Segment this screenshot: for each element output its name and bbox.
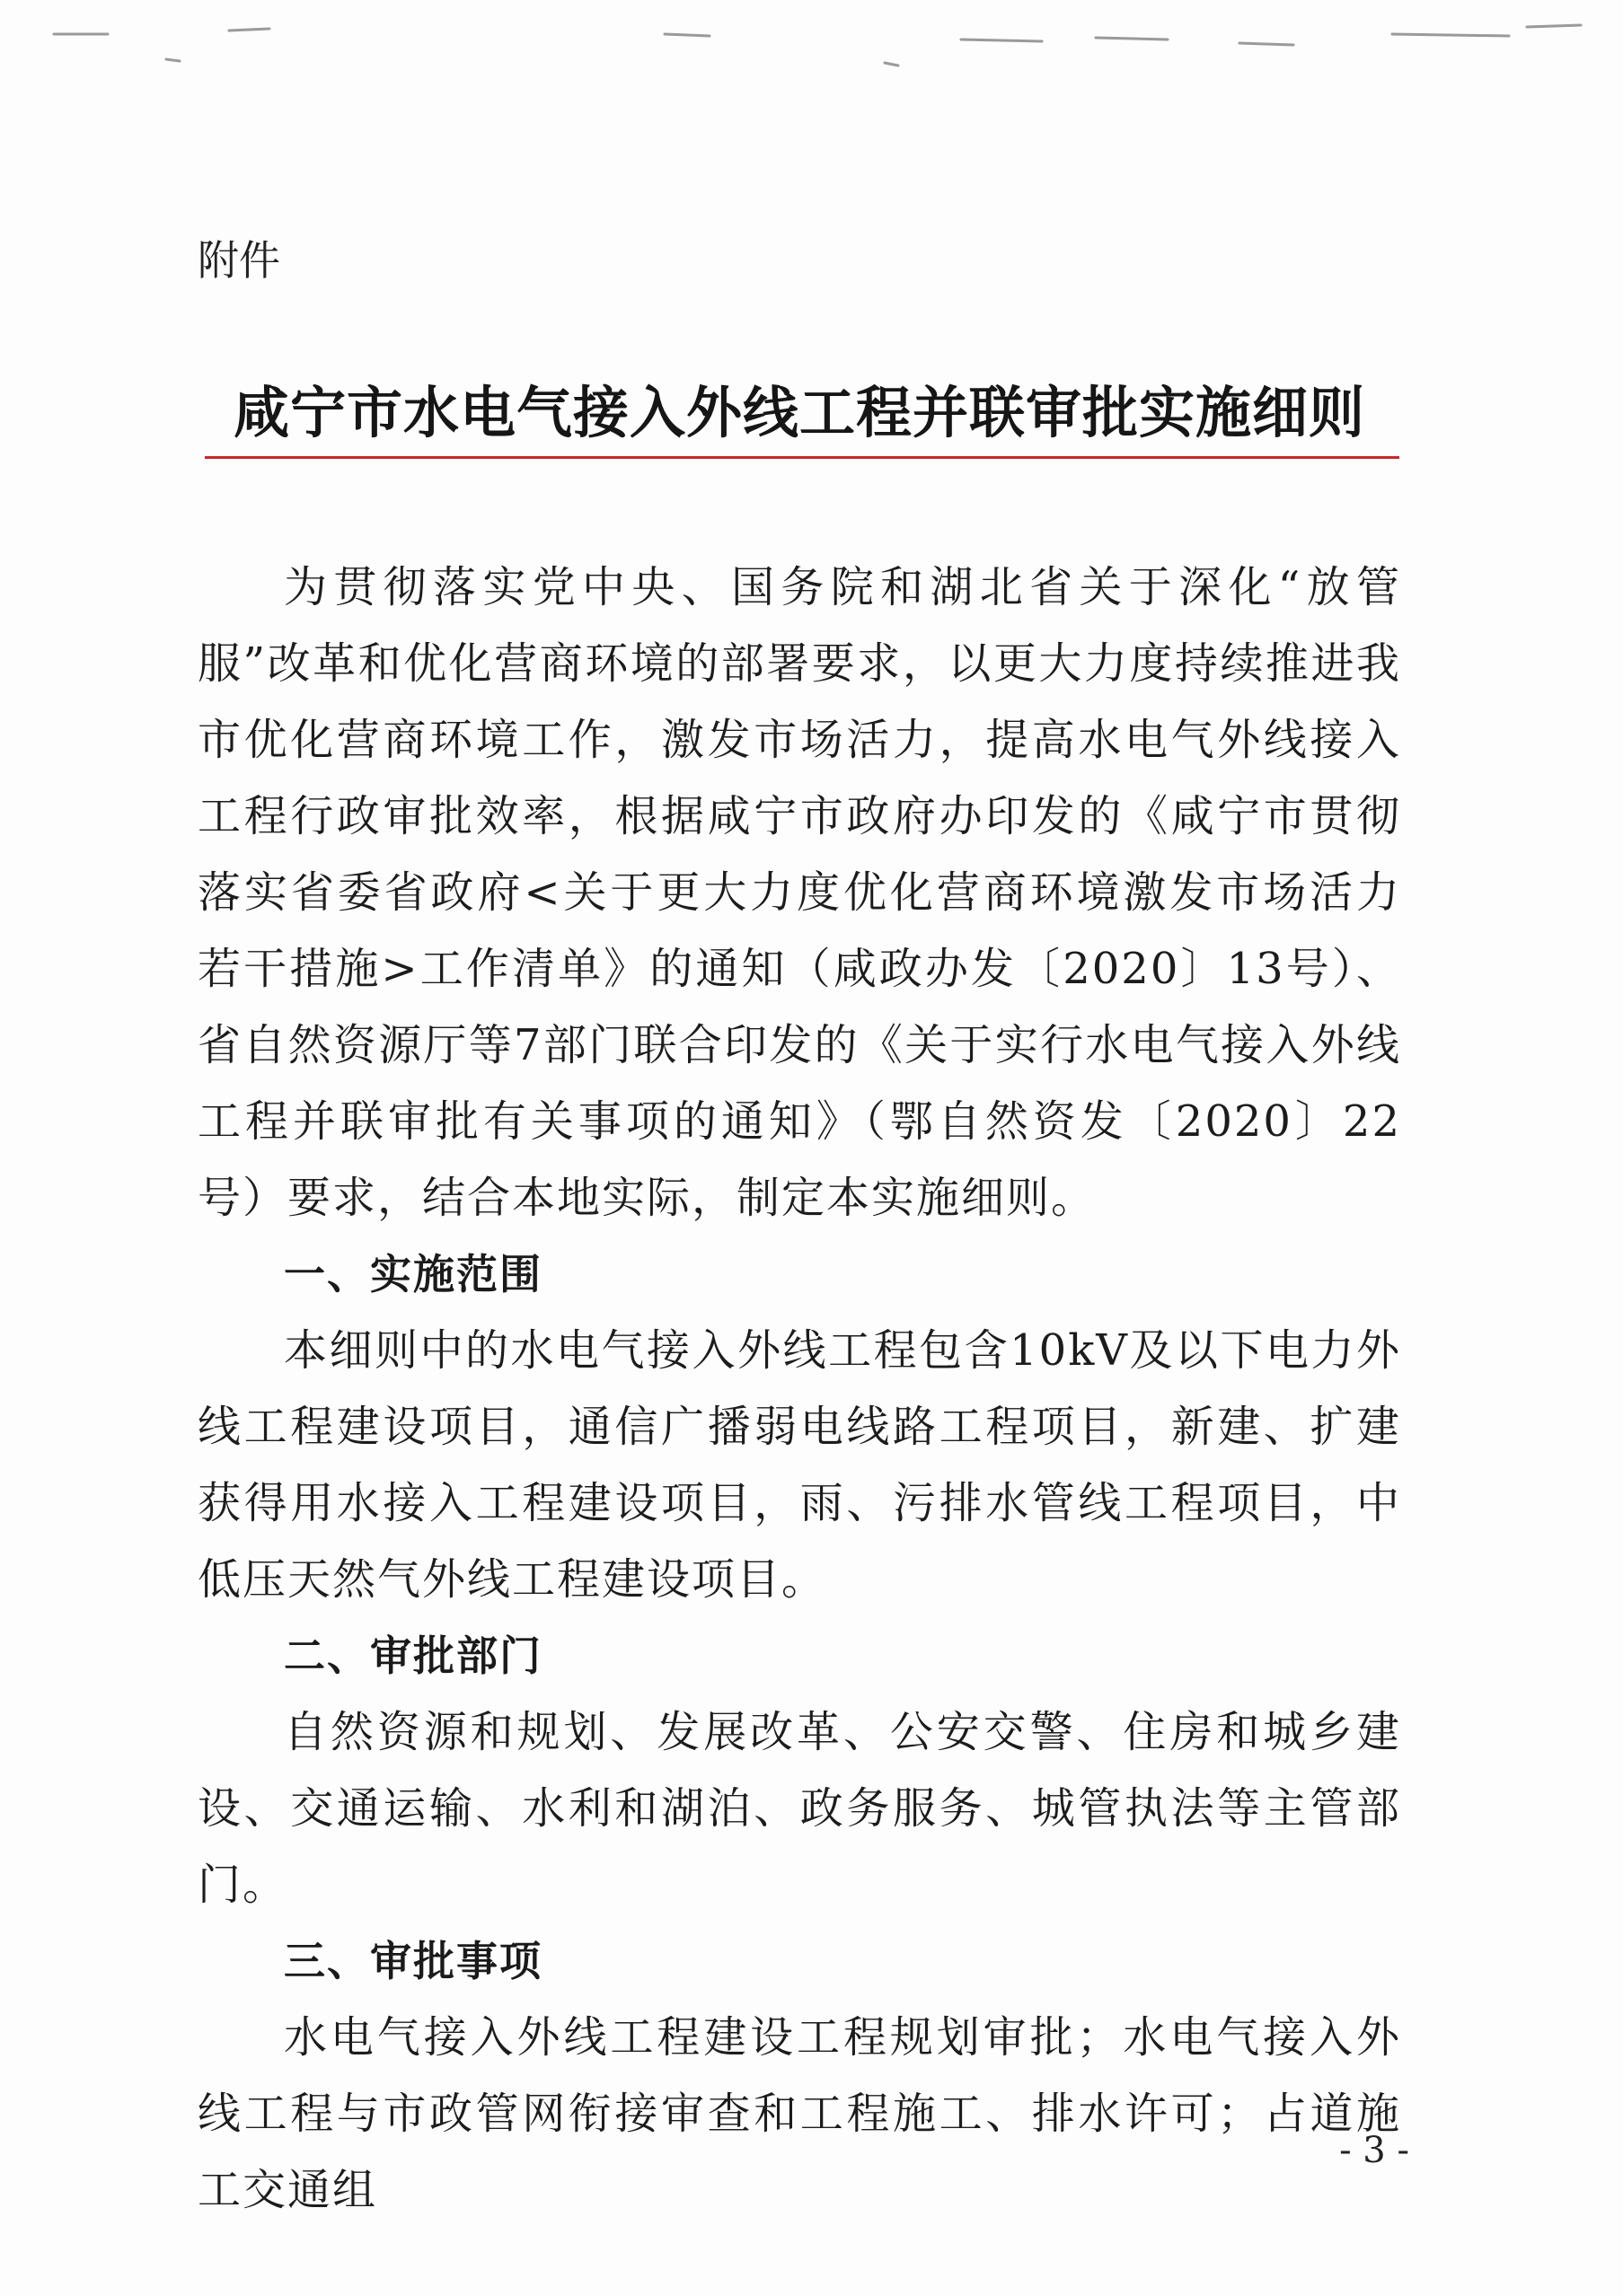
title-red-underline [205, 456, 1399, 459]
document-body [198, 550, 1401, 2229]
scan-noise-marks [0, 0, 1623, 72]
section-heading-scope: 一、实施范围 [284, 1250, 542, 1298]
attachment-label: 附件 [198, 236, 280, 285]
document-title: 咸宁市水电气接入外线工程并联审批实施细则 [233, 380, 1365, 445]
section-heading-items: 三、审批事项 [284, 1937, 542, 1985]
page-number: - 3 - [1339, 2130, 1409, 2171]
section-text-departments: 自然资源和规划、发展改革、公安交警、住房和城乡建设、交通运输、水利和湖泊、政务服务、城管执法等主管部门。 [198, 1707, 1401, 1910]
section-heading-departments: 二、审批部门 [284, 1632, 542, 1680]
intro-paragraph: 为贯彻落实党中央、国务院和湖北省关于深化“放管服”改革和优化营商环境的部署要求，以更大力度持续推进我市优化营商环境工作，激发市场活力，提高水电气外线接入工程行政审批效率，根据咸宁市政府办印发的《咸宁市贯彻落实省委省政府<关于更大力度优化营商环境激发市场活力若干措施>工作清单》的通知（咸政办发〔2020〕13号）、省自然资源厅等7部门联合印发的《关于实行水电气接入外线工程并联审批有关事项的通知》（鄂自然资发〔2020〕22号）要求，结合本地实际，制定本实施细则。 [198, 562, 1401, 1223]
section-text-items: 水电气接入外线工程建设工程规划审批；水电气接入外线工程与市政管网衔接审查和工程施工、排水许可；占道施工交通组 [198, 2012, 1401, 2215]
section-text-scope: 本细则中的水电气接入外线工程包含10kV及以下电力外线工程建设项目，通信广播弱电线路工程项目，新建、扩建获得用水接入工程建设项目，雨、污排水管线工程项目，中低压天然气外线工程建设项目。 [198, 1325, 1401, 1605]
